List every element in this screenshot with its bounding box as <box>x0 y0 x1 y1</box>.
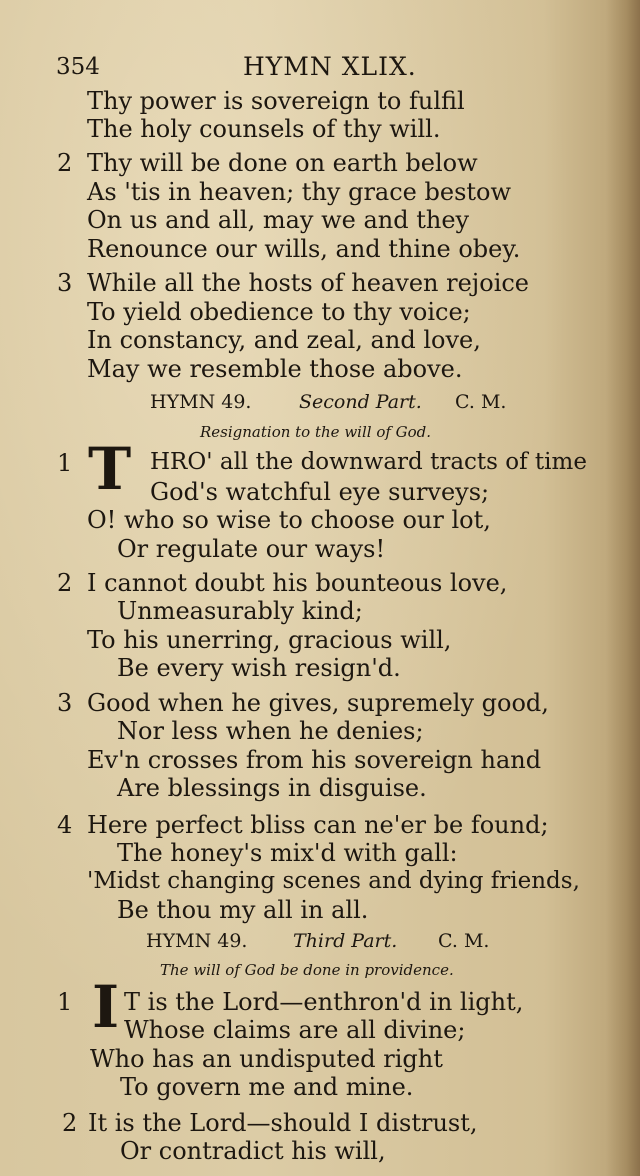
verse-line: Ev'n crosses from his sovereign hand <box>87 746 542 774</box>
verse-line: It is the Lord—should I distrust, <box>88 1109 478 1137</box>
verse-line: O! who so wise to choose our lot, <box>87 506 491 534</box>
verse-line: Thy will be done on earth below <box>87 149 478 177</box>
stanza-number: 2 <box>57 569 73 597</box>
verse-line: The honey's mix'd with gall: <box>117 839 458 867</box>
verse-line: To his unerring, gracious will, <box>87 626 452 654</box>
hymn-subtitle: The will of God be done in providence. <box>160 961 454 979</box>
verse-line: HRO' all the downward tracts of time <box>150 449 587 475</box>
stanza-number: 3 <box>57 689 73 717</box>
verse-line: As 'tis in heaven; thy grace bestow <box>87 178 512 206</box>
verse-line: Be every wish resign'd. <box>117 654 401 682</box>
stanza-number: 1 <box>57 988 73 1016</box>
verse-line: God's watchful eye surveys; <box>150 478 490 506</box>
hymn-part: Third Part. <box>293 930 398 952</box>
verse-line: 'Midst changing scenes and dying friends, <box>87 868 580 894</box>
page-edge-shadow <box>606 0 640 1176</box>
verse-line: Unmeasurably kind; <box>117 597 363 625</box>
drop-cap: T <box>88 435 132 503</box>
stanza-number: 2 <box>62 1109 78 1137</box>
hymn-meter: C. M. <box>455 391 507 413</box>
verse-line: Renounce our wills, and thine obey. <box>87 235 521 263</box>
verse-line: Thy power is sovereign to fulfil <box>87 87 465 115</box>
verse-line: To yield obedience to thy voice; <box>87 298 471 326</box>
hymn-subtitle: Resignation to the will of God. <box>200 423 432 441</box>
drop-cap: I <box>92 973 120 1041</box>
verse-line: The holy counsels of thy will. <box>87 115 441 143</box>
verse-line: To govern me and mine. <box>120 1073 414 1101</box>
running-title: HYMN XLIX. <box>243 52 417 81</box>
hymn-heading: HYMN 49. <box>146 930 248 952</box>
verse-line: Or regulate our ways! <box>117 535 386 563</box>
verse-line: Are blessings in disguise. <box>117 774 427 802</box>
verse-line: Be thou my all in all. <box>117 896 369 924</box>
page-number: 354 <box>56 54 100 80</box>
verse-line: T is the Lord—enthron'd in light, <box>124 988 524 1016</box>
verse-line: On us and all, may we and they <box>87 206 470 234</box>
verse-line: Nor less when he denies; <box>117 717 424 745</box>
stanza-number: 4 <box>57 811 73 839</box>
verse-line: While all the hosts of heaven rejoice <box>87 269 530 297</box>
verse-line: In constancy, and zeal, and love, <box>87 326 481 354</box>
stanza-number: 3 <box>57 269 73 297</box>
verse-line: I cannot doubt his bounteous love, <box>87 569 508 597</box>
verse-line: Or contradict his will, <box>120 1137 386 1165</box>
verse-line: Whose claims are all divine; <box>124 1016 466 1044</box>
verse-line: May we resemble those above. <box>87 355 463 383</box>
verse-line: Here perfect bliss can ne'er be found; <box>87 811 549 839</box>
hymn-meter: C. M. <box>438 930 490 952</box>
verse-line: Good when he gives, supremely good, <box>87 689 549 717</box>
stanza-number: 2 <box>57 149 73 177</box>
hymn-heading: HYMN 49. <box>150 391 252 413</box>
stanza-number: 1 <box>57 449 73 477</box>
verse-line: Who has an undisputed right <box>90 1045 443 1073</box>
hymn-part: Second Part. <box>299 391 422 413</box>
